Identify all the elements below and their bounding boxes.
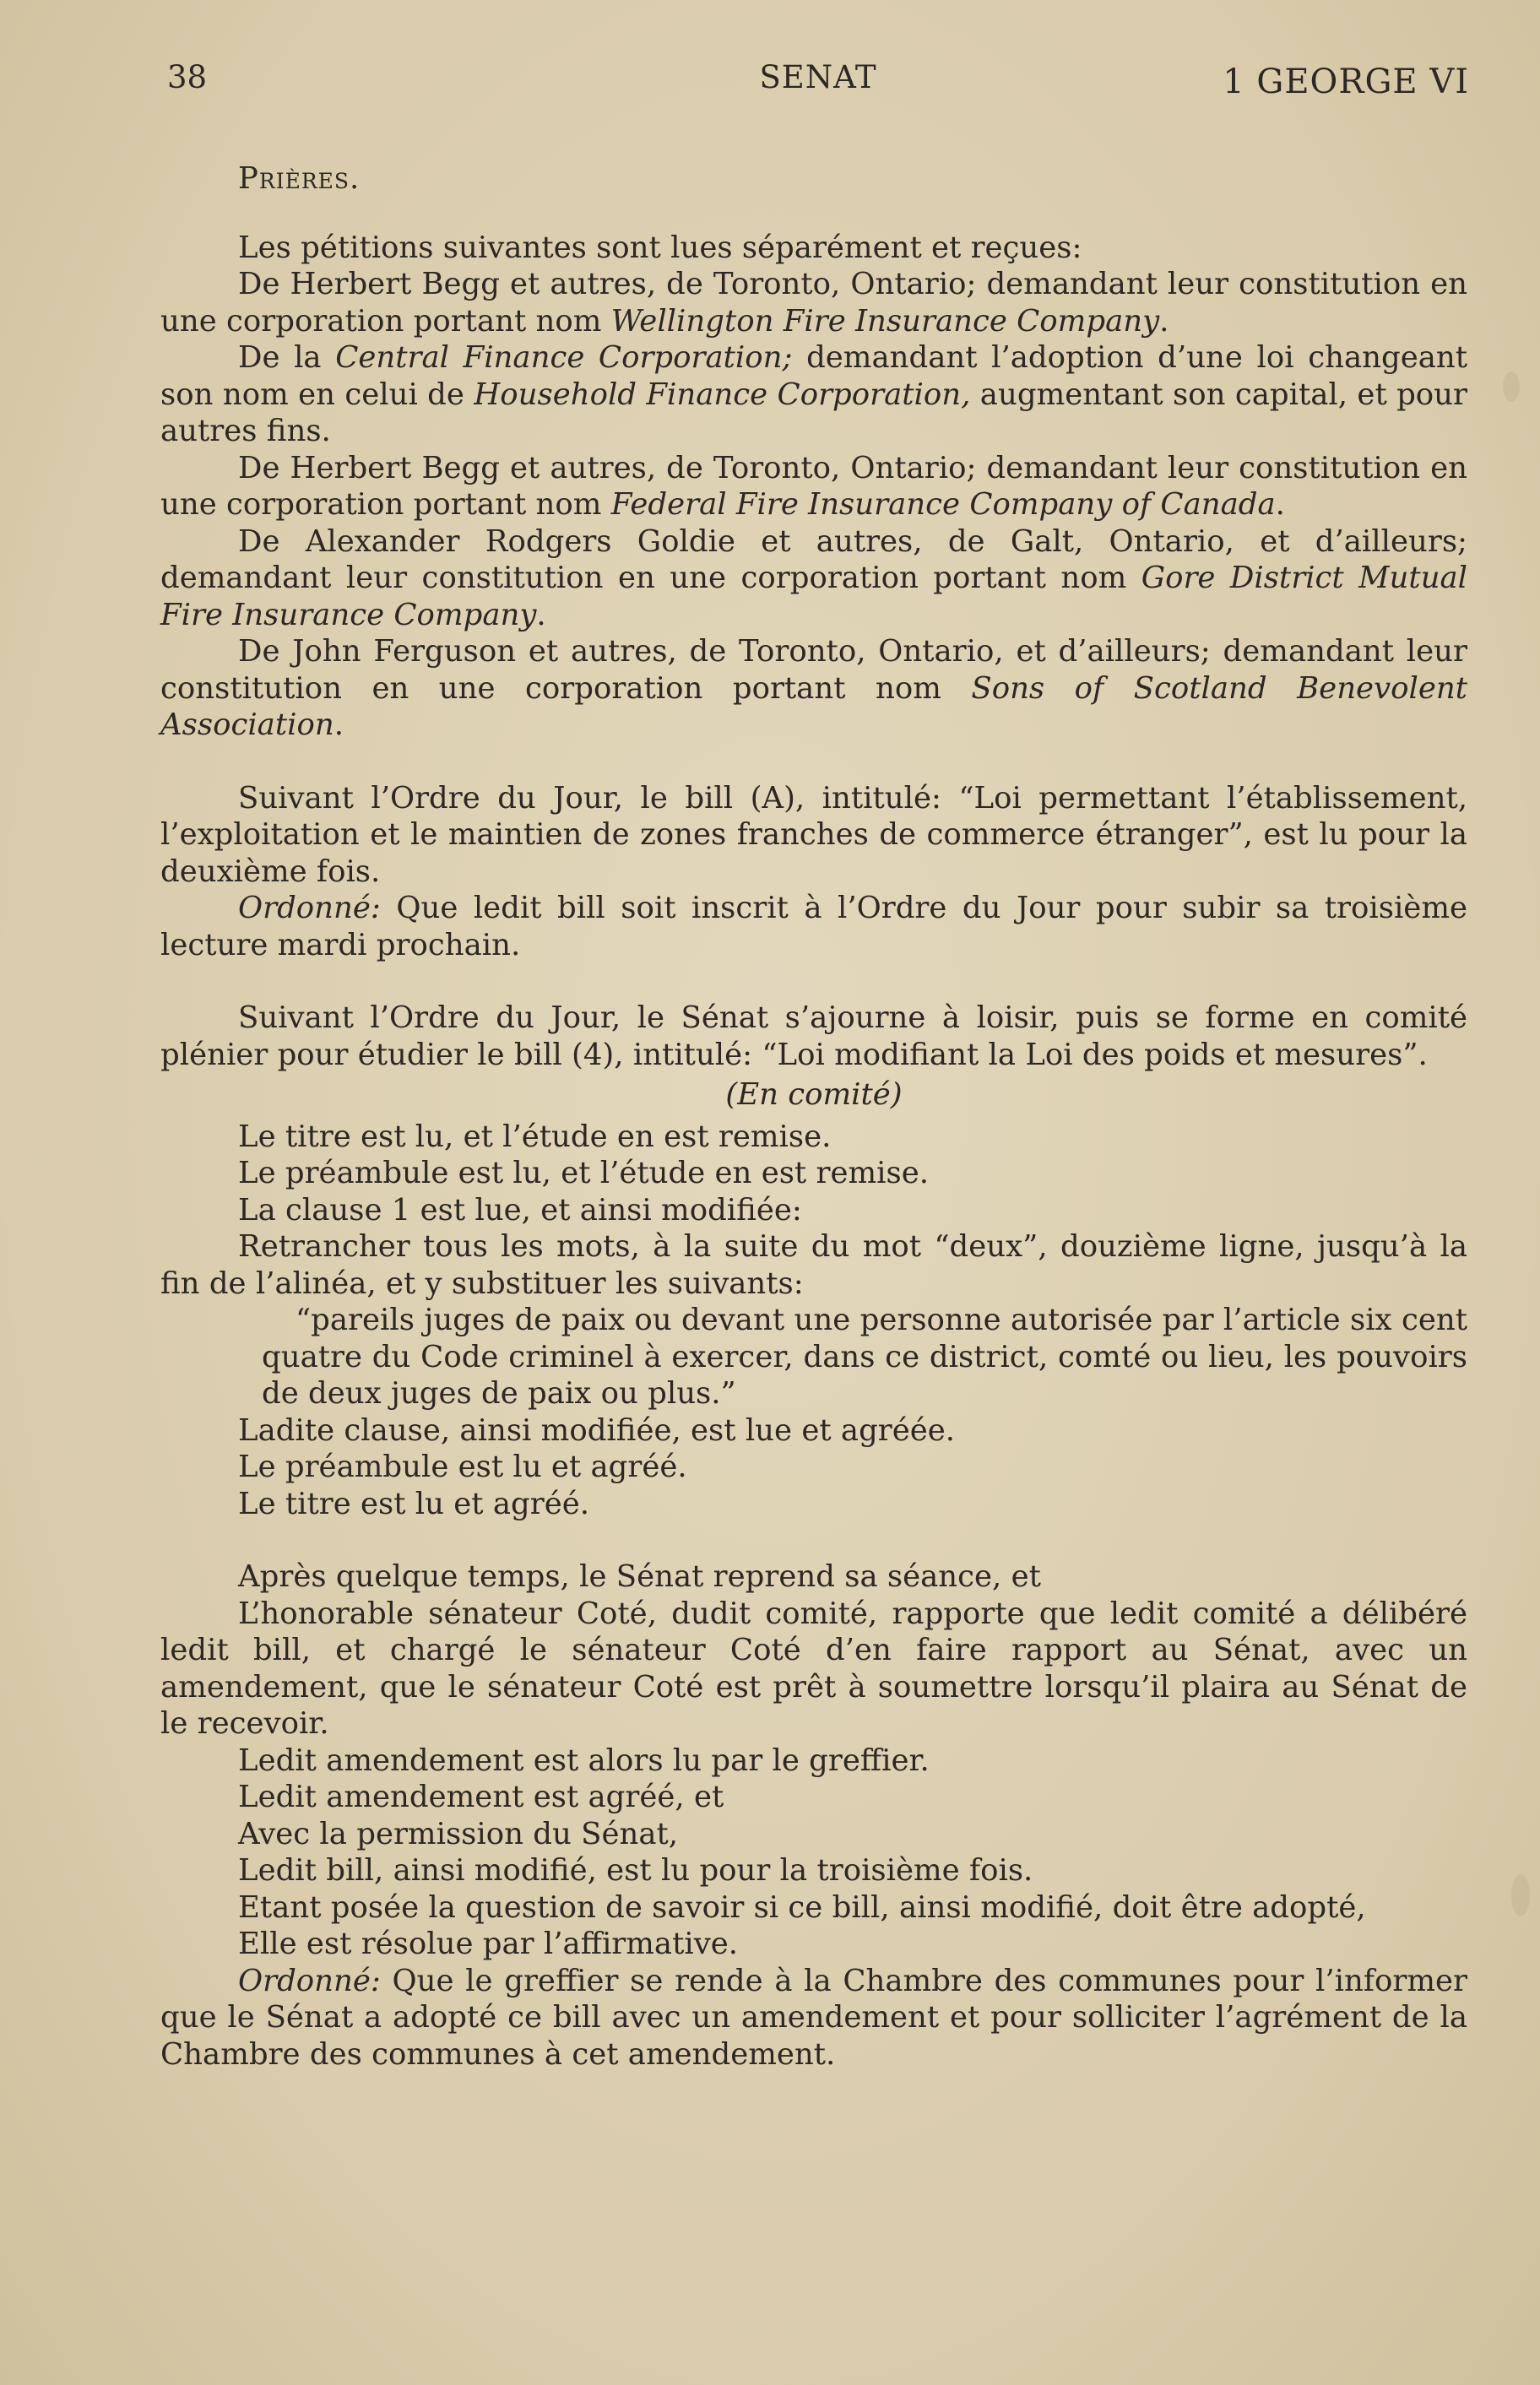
petitions-intro: Les pétitions suivantes sont lues séparément et reçues: bbox=[238, 230, 1082, 265]
report-line: Ledit amendement est alors lu par le greffier. bbox=[238, 1743, 930, 1778]
petition-paragraph bbox=[160, 633, 1467, 744]
order-label: Ordonné: bbox=[238, 891, 381, 925]
section-heading-prieres: Prières. bbox=[238, 161, 361, 196]
spacer bbox=[160, 1522, 1467, 1558]
petition-text: . bbox=[1275, 487, 1285, 522]
petition-company-name: Gore District Mutual Fire Insurance Company bbox=[160, 561, 1467, 632]
petition-paragraph bbox=[160, 339, 1467, 450]
committee-line: Le titre est lu et agréé. bbox=[238, 1486, 590, 1521]
committee-heading-text: (En comité) bbox=[725, 1077, 903, 1112]
report-order bbox=[160, 1963, 1467, 2073]
petition-text: De Herbert Begg et autres, de Toronto, Ontario; demandant leur constitution en une corporation portant nom bbox=[160, 267, 1467, 339]
report-line: Après quelque temps, le Sénat reprend sa séance, et bbox=[238, 1559, 1041, 1594]
petition-text: De John Ferguson et autres, de Toronto, Ontario, et d’ailleurs; demandant leur constitution en une corporation portant nom bbox=[160, 634, 1467, 706]
report-line: Elle est résolue par l’affirmative. bbox=[238, 1927, 739, 1961]
header-title: SENAT bbox=[759, 59, 877, 95]
petition-text: demandant l’adoption d’une loi changeant son nom en celui de bbox=[160, 340, 1467, 412]
committee-line: La clause 1 est lue, et ainsi modifiée: bbox=[238, 1192, 802, 1228]
report-line: Ledit bill, ainsi modifié, est lu pour la troisième fois. bbox=[238, 1853, 1033, 1888]
report-line: L’honorable sénateur Coté, dudit comité, rapporte que ledit comité a délibéré ledit bill, et chargé le sénateur Coté d’en faire rapport au Sénat, avec un amendement, que le sénateur Coté est prêt à soumettre lorsqu’il plaira au Sénat de le recevoir. bbox=[160, 1596, 1467, 1741]
committee-line: Le préambule est lu, et l’étude en est remise. bbox=[238, 1156, 929, 1190]
petition-paragraph bbox=[160, 266, 1467, 339]
petition-company-name: Central Finance Corporation; bbox=[335, 340, 793, 375]
order-text: Que ledit bill soit inscrit à l’Ordre du Jour pour subir sa troisième lecture mardi prochain. bbox=[160, 891, 1467, 962]
running-header bbox=[167, 59, 1469, 110]
petition-text: De Herbert Begg et autres, de Toronto, Ontario; demandant leur constitution en une corporation portant nom bbox=[160, 450, 1467, 522]
committee-line: Retrancher tous les mots, à la suite du mot “deux”, douzième ligne, jusqu’à la fin de l’alinéa, et y substituer les suivants: bbox=[160, 1229, 1467, 1301]
petition-text: De la bbox=[238, 340, 336, 375]
petition-text: . bbox=[536, 597, 546, 632]
report-line: Etant posée la question de savoir si ce bill, ainsi modifié, doit être adopté, bbox=[238, 1889, 1366, 1925]
spacer bbox=[160, 963, 1467, 1000]
petition-text: . bbox=[1159, 303, 1169, 339]
petition-company-name: Household Finance Corporation, bbox=[474, 377, 971, 412]
bill-a-paragraph: Suivant l’Ordre du Jour, le bill (A), intitulé: “Loi permettant l’établissement, l’exploitation et le maintien de zones franches de commerce étranger”, est lu pour la deuxième fois. bbox=[160, 780, 1467, 889]
amendment-quote: “pareils juges de paix ou devant une personne autorisée par l’article six cent quatre du Code criminel à exercer, dans ce district, comté ou lieu, les pouvoirs de deux juges de paix ou plus.” bbox=[262, 1303, 1467, 1411]
committee-heading bbox=[160, 1076, 1467, 1114]
petition-company-name: Wellington Fire Insurance Company bbox=[610, 303, 1160, 339]
edge-mark bbox=[1503, 371, 1520, 402]
committee-intro: Suivant l’Ordre du Jour, le Sénat s’ajourne à loisir, puis se forme en comité plénier pour étudier le bill (4), intitulé: “Loi modifiant la Loi des poids et mesures”. bbox=[160, 1000, 1467, 1072]
petition-company-name: Sons of Scotland Benevolent Association bbox=[160, 670, 1467, 742]
report-line: Avec la permission du Sénat, bbox=[238, 1816, 679, 1851]
petition-company-name: Federal Fire Insurance Company of Canada bbox=[610, 487, 1276, 522]
committee-line: Le titre est lu, et l’étude en est remise. bbox=[238, 1119, 832, 1154]
committee-line: Ladite clause, ainsi modifiée, est lue et agréée. bbox=[238, 1412, 956, 1448]
page-number: 38 bbox=[167, 59, 208, 95]
report-line: Ledit amendement est agréé, et bbox=[238, 1780, 724, 1814]
edge-mark bbox=[1511, 1874, 1530, 1916]
order-text: Que le greffier se rende à la Chambre des communes pour l’informer que le Sénat a adopté ce bill avec un amendement et pour solliciter l’agrément de la Chambre des communes à cet amendement. bbox=[160, 1963, 1467, 2072]
page-body bbox=[160, 160, 1467, 2073]
petition-text: . bbox=[333, 707, 344, 742]
petition-text: augmentant son capital, et pour autres fins. bbox=[160, 377, 1468, 448]
header-reign: 1 GEORGE VI bbox=[1223, 62, 1469, 101]
petition-text: De Alexander Rodgers Goldie et autres, de Galt, Ontario, et d’ailleurs; demandant leur constitution en une corporation portant nom bbox=[160, 523, 1467, 595]
committee-line: Le préambule est lu et agréé. bbox=[238, 1450, 687, 1484]
petition-paragraph bbox=[160, 450, 1467, 523]
spacer bbox=[160, 744, 1467, 780]
bill-a-order bbox=[160, 890, 1467, 963]
order-label: Ordonné: bbox=[238, 1963, 381, 1998]
petition-paragraph bbox=[160, 523, 1467, 634]
